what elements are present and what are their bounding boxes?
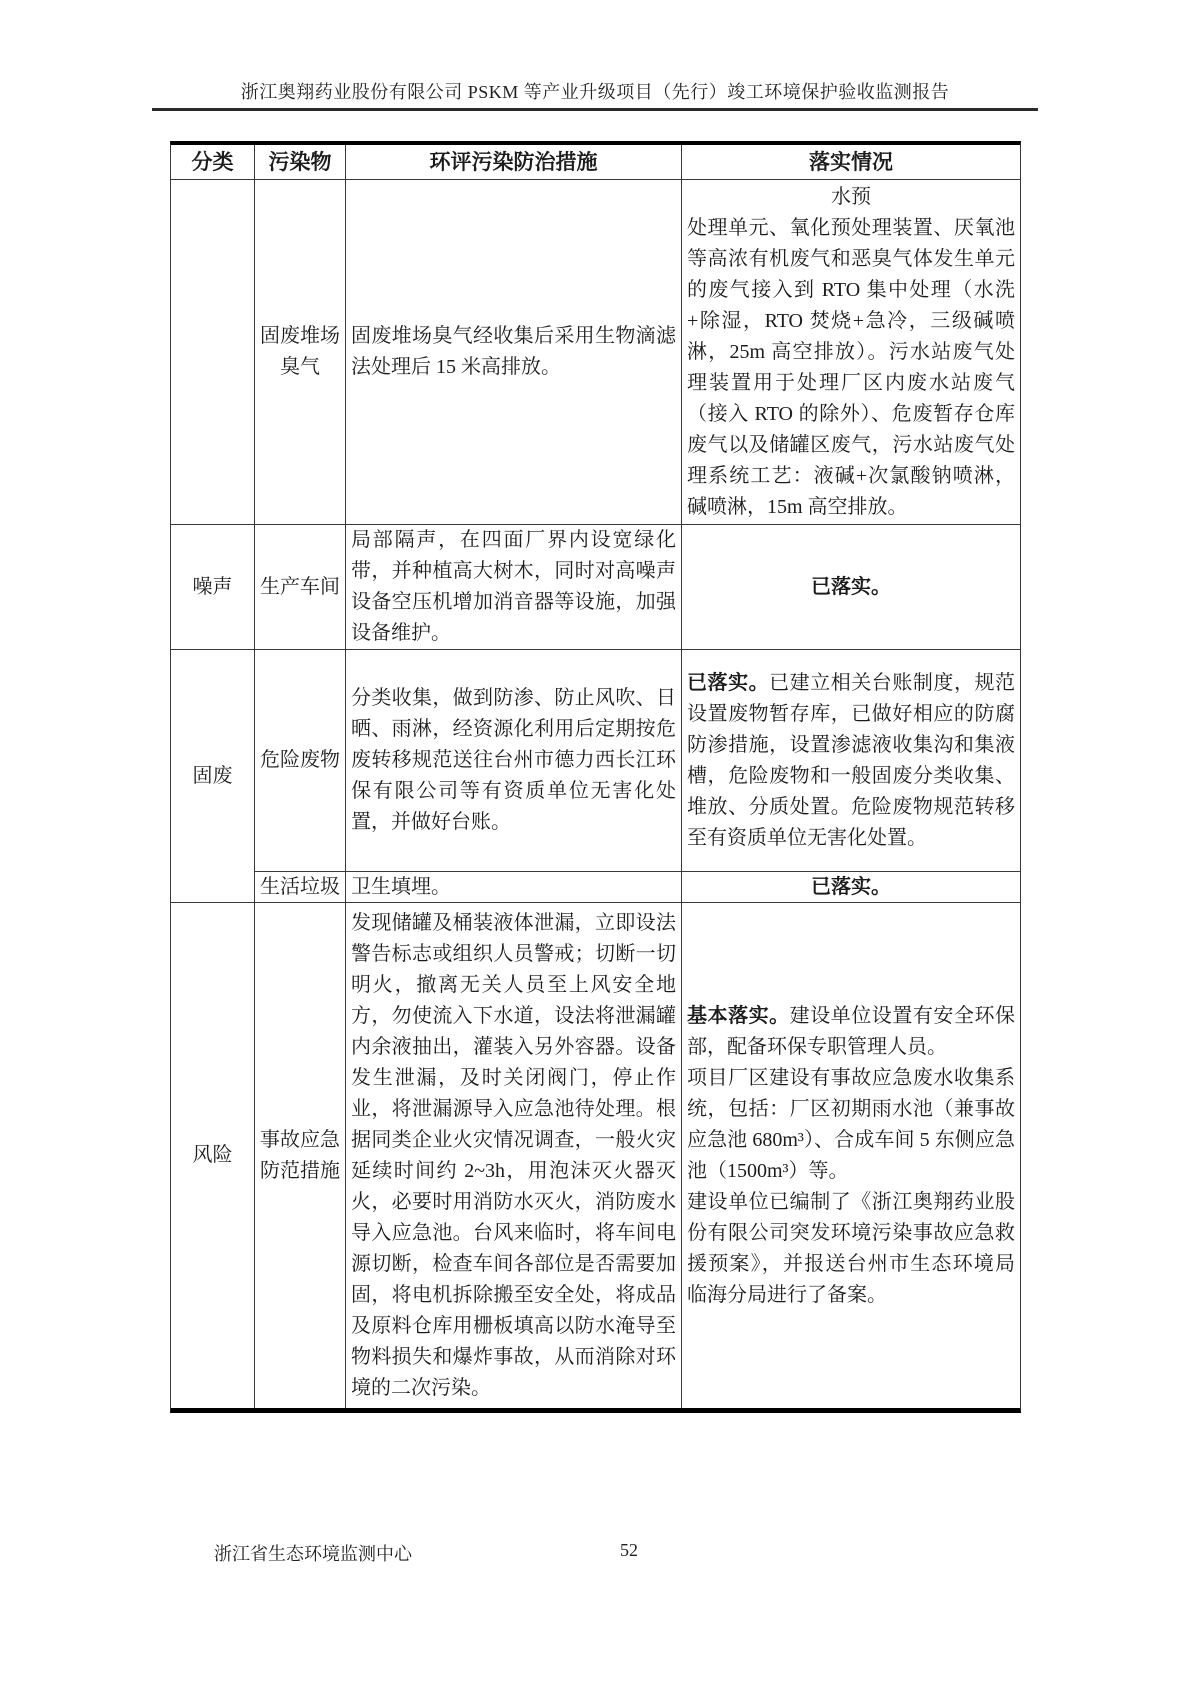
measure-cell-household-garbage: 卫生填埋。 <box>346 872 682 903</box>
column-header-pollutant: 污染物 <box>255 145 346 180</box>
status-text-hazardous-waste <box>687 668 1015 854</box>
measure-cell-risk: 发现储罐及桶装液体泄漏，立即设法警告标志或组织人员警戒；切断一切明火，撤离无关人员至上风安全地方，勿使流入下水道，设法将泄漏罐内余液抽出，灌装入另外容器。设备发生泄漏，及时关闭阀门，停止作业，将泄漏源导入应急池待处理。根据同类企业火灾情况调查，一般火灾延续时间约 2~3h，用泡沫灭火器灭火，必要时用消防水灭火，消防废水导入应急池。台风来临时，将车间电源切断，检查车间各部位是否需要加固，将电机拆除搬至安全处，将成品及原料仓库用栅板填高以防水淹导至物料损失和爆炸事故，从而消除对环境的二次污染。 <box>346 903 682 1408</box>
category-cell-risk: 风险 <box>171 903 255 1408</box>
status-detail-risk-1: 建设单位设置有安全环保部，配备环保专职管理人员。 <box>687 1004 1016 1058</box>
status-cell-noise: 已落实。 <box>682 525 1020 650</box>
column-header-status: 落实情况 <box>682 145 1020 180</box>
status-paragraph-3: 建设单位已编制了《浙江奥翔药业股份有限公司突发环境污染事故应急救援预案》，并报送台州市生态环境局临海分局进行了备案。 <box>687 1190 1015 1306</box>
pollutant-cell-odor: 固废堆场臭气 <box>255 180 346 525</box>
pollutant-cell-emergency-measures: 事故应急防范措施 <box>255 903 346 1408</box>
status-cell-hazardous-waste <box>682 650 1020 872</box>
status-paragraph-1 <box>687 1001 1015 1063</box>
status-paragraph-2: 项目厂区建设有事故应急废水收集系统，包括：厂区初期雨水池（兼事故应急池 680m³）、合成车间 5 东侧应急池（1500m³）等。 <box>687 1066 1015 1182</box>
status-lead-implemented: 已落实。 <box>687 671 770 694</box>
category-cell-noise: 噪声 <box>171 525 255 650</box>
status-lead-basically-implemented: 基本落实。 <box>687 1004 790 1027</box>
status-cell-odor <box>682 180 1020 525</box>
status-cell-risk <box>682 903 1020 1408</box>
pollutant-cell-workshop: 生产车间 <box>255 525 346 650</box>
measure-cell-hazardous-waste: 分类收集，做到防渗、防止风吹、日晒、雨淋，经资源化利用后定期按危废转移规范送往台州市德力西长江环保有限公司等有资质单位无害化处置，并做好台账。 <box>346 650 682 872</box>
page-number: 52 <box>620 1540 638 1560</box>
measure-cell-odor: 固废堆场臭气经收集后采用生物滴滤法处理后 15 米高排放。 <box>346 180 682 525</box>
column-header-category: 分类 <box>171 145 255 180</box>
status-text-odor: 处理单元、氧化预处理装置、厌氧池等高浓有机废气和恶臭气体发生单元的废气接入到 RTO 集中处理（水洗+除湿，RTO 焚烧+急冷，三级碱喷淋，25m 高空排放）。污水站废气处理装置用于处理厂区内废水站废气（接入 RTO 的除外）、危废暂存仓库废气以及储罐区废气，污水站废气处理系统工艺：液碱+次氯酸钠喷淋，碱喷淋，15m 高空排放。 <box>687 216 1015 518</box>
pollutant-cell-hazardous-waste: 危险废物 <box>255 650 346 872</box>
pollution-control-table <box>170 141 1021 1413</box>
footer-organization: 浙江省生态环境监测中心 <box>214 1544 412 1564</box>
column-header-measures: 环评污染防治措施 <box>346 145 682 180</box>
category-cell-solid-waste: 固废 <box>171 650 255 903</box>
status-cell-household-garbage: 已落实。 <box>682 872 1020 903</box>
running-head-title: 浙江奥翔药业股份有限公司 PSKM 等产业升级项目（先行）竣工环境保护验收监测报告 <box>240 82 950 102</box>
pollutant-cell-household-garbage: 生活垃圾 <box>255 872 346 903</box>
measure-cell-noise: 局部隔声，在四面厂界内设宽绿化带，并种植高大树木，同时对高噪声设备空压机增加消音器等设施，加强设备维护。 <box>346 525 682 650</box>
status-detail-hazardous-waste: 已建立相关台账制度，规范设置废物暂存库，已做好相应的防腐防渗措施，设置渗滤液收集沟和集液槽，危险废物和一般固废分类收集、堆放、分质处置。危险废物规范转移至有资质单位无害化处置。 <box>687 671 1016 849</box>
header-rule <box>152 108 1038 111</box>
status-continuation-fragment: 水预 <box>831 185 871 208</box>
category-cell-empty <box>171 180 255 525</box>
